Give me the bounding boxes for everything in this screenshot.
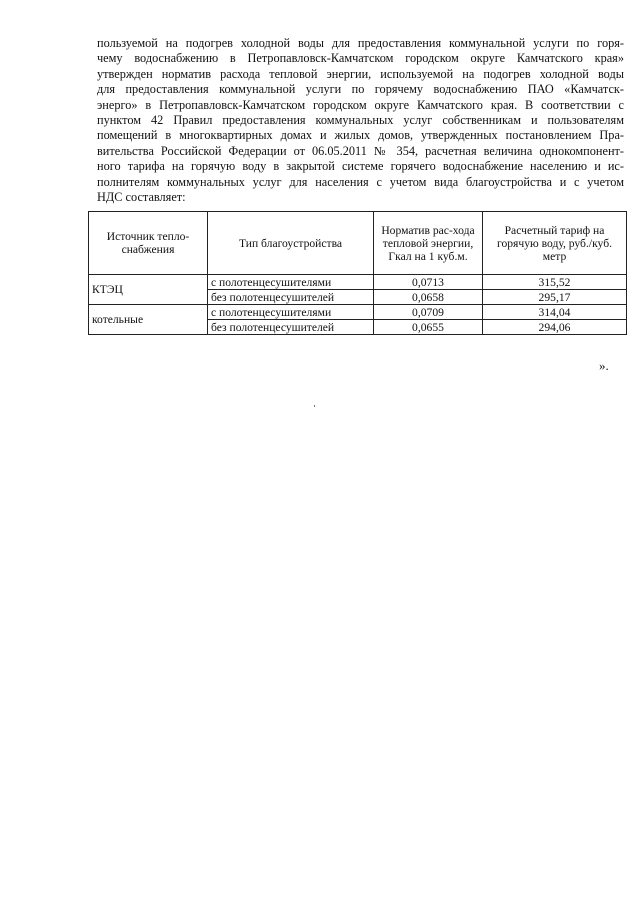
paragraph-line: ного тарифа на горячую воду в закрытой системе горячего водоснабжение населению и ис-	[97, 159, 624, 174]
paragraph-line: утвержден норматив расхода тепловой энергии, используемой на подогрев холодной воды	[97, 66, 624, 81]
type-cell: с полотенцесушителями	[208, 305, 374, 320]
scan-speck	[314, 405, 315, 407]
paragraph-line: для предоставления коммунальной услуги по горячему водоснабжению ПАО «Камчатск-	[97, 82, 624, 97]
norm-cell: 0,0658	[374, 290, 483, 305]
table-row	[89, 275, 627, 290]
type-cell: с полотенцесушителями	[208, 275, 374, 290]
paragraph-line: пунктом 42 Правил предоставления коммунальных услуг собственникам и пользователям	[97, 113, 624, 128]
body-paragraph	[97, 36, 624, 205]
source-cell: КТЭЦ	[89, 275, 208, 305]
closing-quote-mark: ».	[599, 358, 609, 373]
paragraph-line: НДС составляет:	[97, 190, 186, 205]
table-row	[89, 305, 627, 320]
norm-cell: 0,0709	[374, 305, 483, 320]
paragraph-line: чему водоснабжению в Петропавловск-Камчатском городском округе Камчатского края»	[97, 51, 624, 66]
rate-cell: 294,06	[483, 320, 627, 335]
rate-cell: 314,04	[483, 305, 627, 320]
type-cell: без полотенцесушителей	[208, 290, 374, 305]
norm-cell: 0,0655	[374, 320, 483, 335]
type-cell: без полотенцесушителей	[208, 320, 374, 335]
norm-cell: 0,0713	[374, 275, 483, 290]
header-norm: Норматив рас-хода тепловой энергии, Гкал на 1 куб.м.	[374, 212, 483, 275]
tariff-table	[88, 211, 627, 335]
paragraph-line: вительства Российской Федерации от 06.05.2011 № 354, расчетная величина однокомпонент-	[97, 143, 624, 158]
header-rate: Расчетный тариф на горячую воду, руб./куб. метр	[483, 212, 627, 275]
paragraph-line: помещений в многоквартирных домах и жилых домов, утвержденных постановлением Пра-	[97, 128, 624, 143]
header-type: Тип благоустройства	[208, 212, 374, 275]
paragraph-line: пользуемой на подогрев холодной воды для предоставления коммунальной услуги по горя-	[97, 36, 624, 50]
table-header-row	[89, 212, 627, 275]
rate-cell: 315,52	[483, 275, 627, 290]
paragraph-line: полнителям коммунальных услуг для населения с учетом вида благоустройства и с учетом	[97, 174, 624, 189]
paragraph-line: энерго» в Петропавловск-Камчатском городском округе Камчатского края. В соответствии с	[97, 97, 624, 112]
header-source: Источник тепло-снабжения	[89, 212, 208, 275]
source-cell: котельные	[89, 305, 208, 335]
rate-cell: 295,17	[483, 290, 627, 305]
